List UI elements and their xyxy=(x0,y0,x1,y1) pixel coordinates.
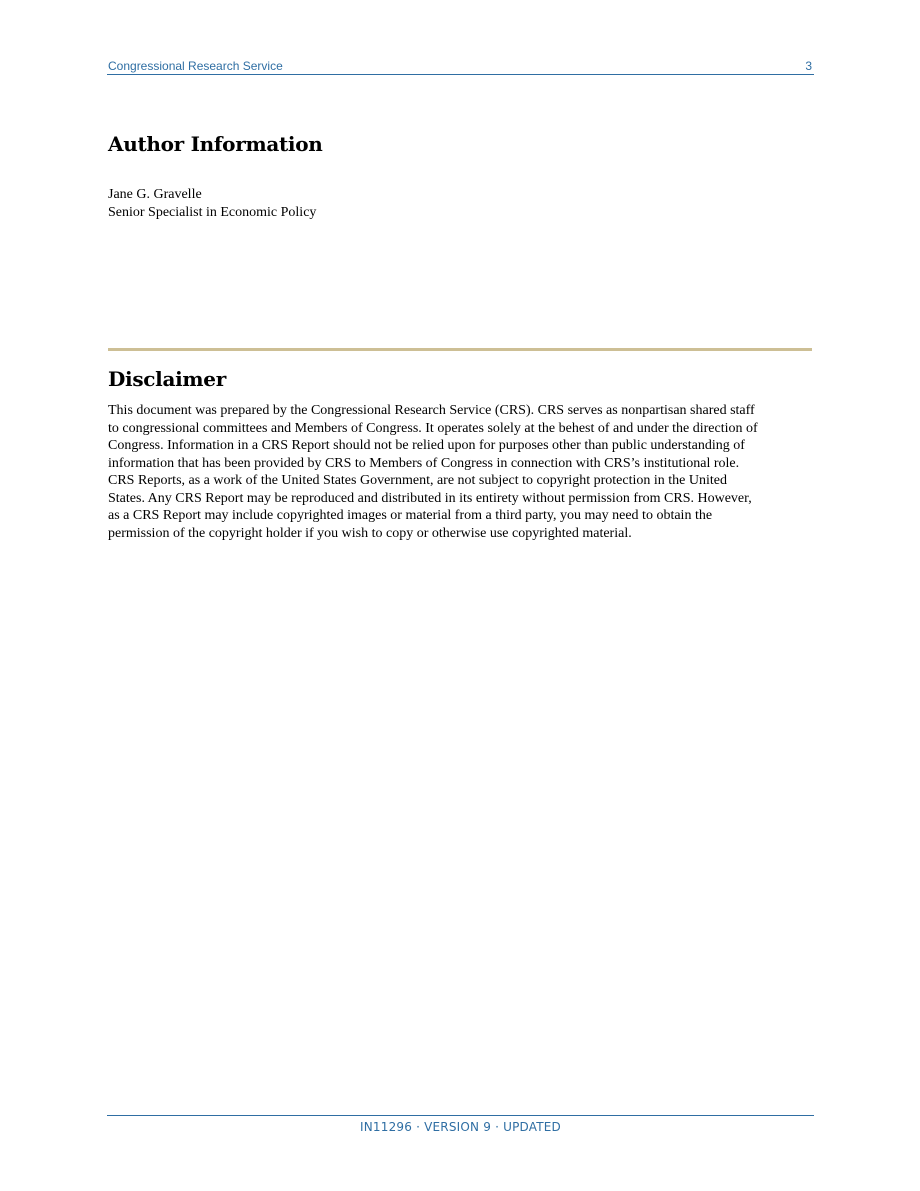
report-code: IN11296 · VERSION 9 · UPDATED xyxy=(359,1120,561,1134)
disclaimer-line: as a CRS Report may include copyrighted images or material from a third party, you may need to obtain the xyxy=(108,508,713,523)
author-name: Jane G. Gravelle xyxy=(108,187,202,202)
page-number: 3 xyxy=(805,59,812,73)
page-header xyxy=(107,57,814,75)
section-divider xyxy=(108,348,812,351)
disclaimer-line: to congressional committees and Members of Congress. It operates solely at the behest of and under the direction of xyxy=(108,420,758,436)
author-block xyxy=(108,186,316,221)
disclaimer-line: permission of the copyright holder if you wish to copy or otherwise use copyrighted material. xyxy=(108,525,632,541)
disclaimer-line: information that has been provided by CRS to Members of Congress in connection with CRS’s institutional role. xyxy=(108,455,740,471)
page-footer xyxy=(107,1115,814,1134)
author-title: Senior Specialist in Economic Policy xyxy=(108,204,317,220)
disclaimer-line: CRS Reports, as a work of the United States Government, are not subject to copyright protection in the United xyxy=(108,473,727,488)
author-information-heading: Author Information xyxy=(108,132,323,156)
disclaimer-text xyxy=(108,402,758,542)
disclaimer-heading: Disclaimer xyxy=(108,367,226,391)
disclaimer-line: Congress. Information in a CRS Report should not be relied upon for purposes other than public understanding of xyxy=(108,438,745,453)
disclaimer-line: This document was prepared by the Congressional Research Service (CRS). CRS serves as nonpartisan shared staff xyxy=(108,403,755,418)
header-organization: Congressional Research Service xyxy=(108,59,283,73)
disclaimer-line: States. Any CRS Report may be reproduced and distributed in its entirety without permission from CRS. However, xyxy=(108,490,752,506)
